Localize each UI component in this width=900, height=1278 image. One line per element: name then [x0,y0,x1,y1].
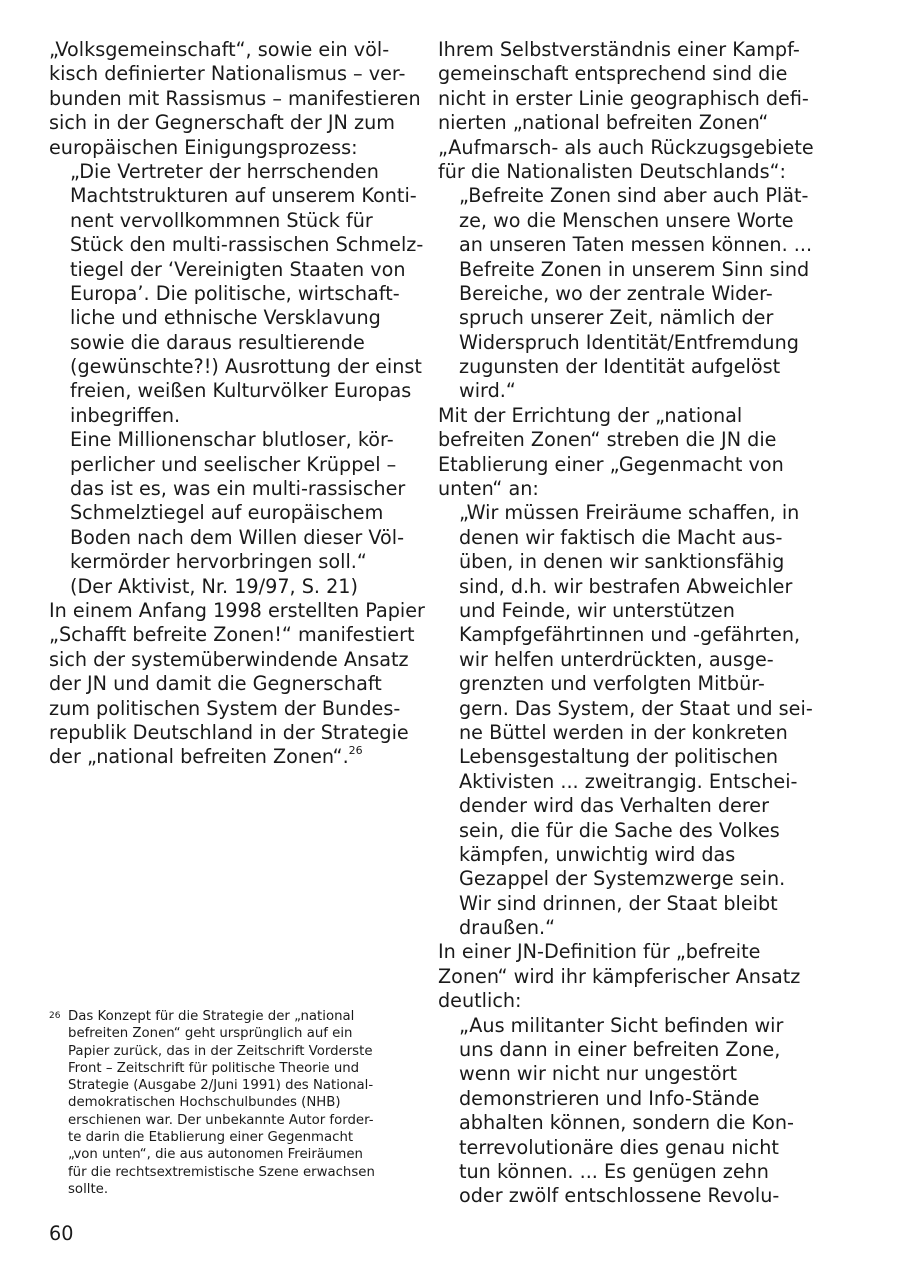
right-column-line [438,1184,803,1208]
right-column-line [438,526,803,550]
left-column-line [49,160,409,184]
left-column-line [49,111,409,135]
text-line: tun können. ... Es genügen zehn [459,1159,769,1183]
text-line: spruch unserer Zeit, nämlich der [459,306,774,330]
left-column-line [49,38,409,62]
right-column-line [438,819,803,843]
text-line: gern. Das System, der Staat und sei- [459,696,813,720]
text-line: abhalten können, sondern die Kon- [459,1111,794,1135]
right-column-line [438,867,803,891]
right-column-line [438,770,803,794]
left-column-line [49,526,409,550]
right-column-line [438,721,803,745]
page-number: 60 [49,1222,74,1245]
right-column-line [438,233,813,257]
right-column-line [438,940,803,964]
text-line: Schmelztiegel auf europäischem [70,501,384,525]
left-column-line [49,184,417,208]
left-column-line [49,136,409,160]
left-column-line [49,623,415,647]
left-column-line [49,331,409,355]
text-line: deutlich: [438,989,522,1013]
footnote-line: „von unten“, die aus autonomen Freiräumen [68,1147,363,1163]
text-line: Widerspruch Identität/Entfremdung [459,330,799,354]
footnote-line: sollte. [68,1181,109,1197]
right-column-line [438,453,803,477]
text-line: draußen.“ [459,916,556,940]
left-column-line [49,672,409,696]
right-column-line [438,575,803,599]
right-column-line [438,355,803,379]
text-line: zum politischen System der Bundes- [49,696,401,720]
right-column [438,38,814,1209]
text-line: „Aufmarsch- als auch Rückzugsgebiete [438,135,814,159]
right-column-line [438,404,803,428]
text-line: denen wir faktisch die Macht aus- [459,525,783,549]
right-column-line [438,38,803,62]
text-line: demonstrieren und Info-Stände [459,1086,760,1110]
text-line: Machtstrukturen auf unserem Konti- [70,184,417,208]
text-line: Kampfgefährtinnen und -gefährten, [459,623,801,647]
left-column-line [49,453,409,477]
text-line: perlicher und seelischer Krüppel – [70,452,397,476]
left-column-line [49,477,409,501]
text-line: wird.“ [459,379,516,403]
left-column-line [49,721,409,745]
footnote-line: te darin die Etablierung einer Gegenmacht [68,1130,354,1146]
text-line: kermörder hervorbringen soll.“ [70,550,367,574]
text-line: ne Büttel werden in der konkreten [459,720,788,744]
left-column-line [49,86,421,111]
text-line: gemeinschaft entsprechend sind die [438,62,788,86]
text-line: kämpfen, unwichtig wird das [459,842,736,866]
text-line: der JN und damit die Gegnerschaft [49,672,382,696]
right-column-line [438,1087,803,1111]
text-line: zugunsten der Identität aufgelöst [459,355,781,379]
text-line: Lebensgestaltung der politischen [459,745,779,769]
text-line: bunden mit Rassismus – manifestieren [49,86,421,110]
text-line: Bereiche, wo der zentrale Wider- [459,281,773,305]
footnote [49,1008,409,1198]
left-column-line [49,306,409,330]
text-line: „Befreite Zonen sind aber auch Plät- [459,184,809,208]
right-column-line [438,184,809,208]
text-line: sein, die für die Sache des Volkes [459,818,780,842]
text-line: uns dann in einer befreiten Zone, [459,1038,781,1062]
text-line: sind, d.h. wir bestrafen Abweichler [459,574,793,598]
right-column-line [438,623,803,647]
text-line: befreiten Zonen“ streben die JN die [438,428,777,452]
text-line: terrevolutionäre dies genau nicht [459,1135,779,1159]
text-line: wir helfen unterdrückten, ausge- [459,647,774,671]
text-line: kisch definierter Nationalismus – ver- [49,62,406,86]
text-line: „Die Vertreter der herrschenden [70,159,379,183]
text-line: Ihrem Selbstverständnis einer Kampf- [438,38,800,61]
text-line: Wir sind drinnen, der Staat bleibt [459,891,778,915]
right-column-line [438,1136,803,1160]
text-line: liche und ethnische Versklavung [70,306,381,330]
text-line: Befreite Zonen in unserem Sinn sind [459,257,810,281]
text-line: inbegriffen. [70,403,181,427]
right-column-line [438,379,803,403]
text-line: „Wir müssen Freiräume schaffen, in [459,501,800,525]
text-line: das ist es, was ein multi-rassischer [70,477,406,501]
text-line: In einem Anfang 1998 erstellten Papier [49,598,425,622]
right-column-line [438,965,803,989]
footnote-line: befreiten Zonen“ geht ursprünglich auf ein [68,1026,353,1042]
right-column-line [438,282,803,306]
right-column-line [438,1014,803,1038]
text-line: grenzten und verfolgten Mitbür- [459,672,765,696]
text-line: (gewünschte?!) Ausrottung der einst [70,355,422,379]
left-column-line [49,62,409,86]
right-column-line [438,696,813,721]
text-line: Mit der Errichtung der „national [438,403,743,427]
text-line: nierten „national befreiten Zonen“ [438,111,769,135]
left-column-line [49,209,409,233]
text-line: nent vervollkommnen Stück für [70,208,373,232]
right-column-line [438,648,803,672]
footnote-line: für die rechtsextremistische Szene erwachsen [68,1164,375,1180]
text-line: Etablierung einer „Gegenmacht von [438,452,784,476]
right-column-line [438,62,803,86]
right-column-line [438,257,810,282]
right-column-line [438,916,803,940]
footnote-text [49,1008,409,1198]
text-line: Aktivisten ... zweitrangig. Entschei- [459,769,798,793]
footnote-reference: 26 [348,743,363,757]
text-line: tiegel der ‘Vereinigten Staaten von [70,257,406,281]
left-column-line [49,598,425,623]
text-line: „Volksgemeinschaft“, sowie ein völ- [49,38,390,61]
right-column-line [438,1038,803,1062]
text-line: Eine Millionenschar blutloser, kör- [70,428,394,452]
right-column-line [438,501,803,525]
left-column-line [49,379,412,403]
right-column-line [438,1062,803,1086]
left-column-line [49,233,424,257]
right-column-line [438,160,803,184]
text-line: und Feinde, wir unterstützen [459,598,735,622]
text-line: (Der Aktivist, Nr. 19/97, S. 21) [70,574,358,598]
text-line: für die Nationalisten Deutschlands“: [438,159,786,183]
text-line: republik Deutschland in der Strategie [49,720,409,744]
text-line: an unseren Taten messen können. ... [459,233,813,257]
text-line: sich der systemüberwindende Ansatz [49,647,409,671]
footnote-line: Front – Zeitschrift für politische Theorie und [68,1060,360,1076]
text-line: „Schafft befreite Zonen!“ manifestiert [49,623,415,647]
text-line: sowie die daraus resultierende [70,330,365,354]
right-column-line [438,843,803,867]
right-column-line [438,550,803,574]
text-line: ze, wo die Menschen unsere Worte [459,208,794,232]
text-line: der „national befreiten Zonen“. [49,745,349,769]
left-column-line [49,648,409,672]
text-line: Europa’. Die politische, wirtschaft- [70,281,400,305]
footnote-line: demokratischen Hochschulbundes (NHB) [68,1095,341,1111]
footnote-line: Das Konzept für die Strategie der „national [68,1009,355,1024]
text-line: oder zwölf entschlossene Revolu- [459,1184,780,1208]
right-column-line [438,1111,803,1135]
right-column-line [438,794,803,818]
footnote-line: Papier zurück, das in der Zeitschrift Vorderste [68,1043,373,1059]
text-line: Boden nach dem Willen dieser Völ- [70,525,404,549]
right-column-line [438,428,803,452]
left-column-line [49,428,409,452]
text-line: freien, weißen Kulturvölker Europas [70,379,412,403]
right-column-line [438,599,803,623]
right-column-line [438,672,803,696]
footnote-line: erschienen war. Der unbekannte Autor forder- [68,1112,374,1128]
left-column-line [49,282,409,306]
right-column-line [438,989,803,1013]
left-column-line [49,501,409,525]
left-column-line [49,745,409,769]
right-column-line [438,86,809,111]
text-line: üben, in denen wir sanktionsfähig [459,550,785,574]
text-line: Gezappel der Systemzwerge sein. [459,867,786,891]
text-line: nicht in erster Linie geographisch defi- [438,86,809,110]
right-column-line [438,892,803,916]
text-line: europäischen Einigungsprozess: [49,135,358,159]
left-column-line [49,697,409,721]
right-column-line [438,477,803,501]
text-line: Zonen“ wird ihr kämpferischer Ansatz [438,964,801,988]
text-line: „Aus militanter Sicht befinden wir [459,1013,784,1037]
text-line: wenn wir nicht nur ungestört [459,1062,738,1086]
left-column-line [49,258,409,282]
text-line: In einer JN-Definition für „befreite [438,940,761,964]
left-column-line [49,550,409,574]
right-column-line [438,1160,803,1184]
footnote-number: 26 [49,1011,61,1021]
text-line: sich in der Gegnerschaft der JN zum [49,111,395,135]
right-column-line [438,306,803,330]
right-column-line [438,111,803,135]
right-column-line [438,745,803,769]
left-column [49,38,425,770]
text-line: dender wird das Verhalten derer [459,794,769,818]
text-line: unten“ an: [438,477,539,501]
right-column-line [438,331,803,355]
right-column-line [438,209,803,233]
footnote-line: Strategie (Ausgabe 2/Juni 1991) des National- [68,1078,374,1094]
left-column-line [49,575,409,599]
left-column-line [49,355,422,379]
left-column-line [49,404,409,428]
right-column-line [438,135,814,160]
text-line: Stück den multi-rassischen Schmelz- [70,233,424,257]
